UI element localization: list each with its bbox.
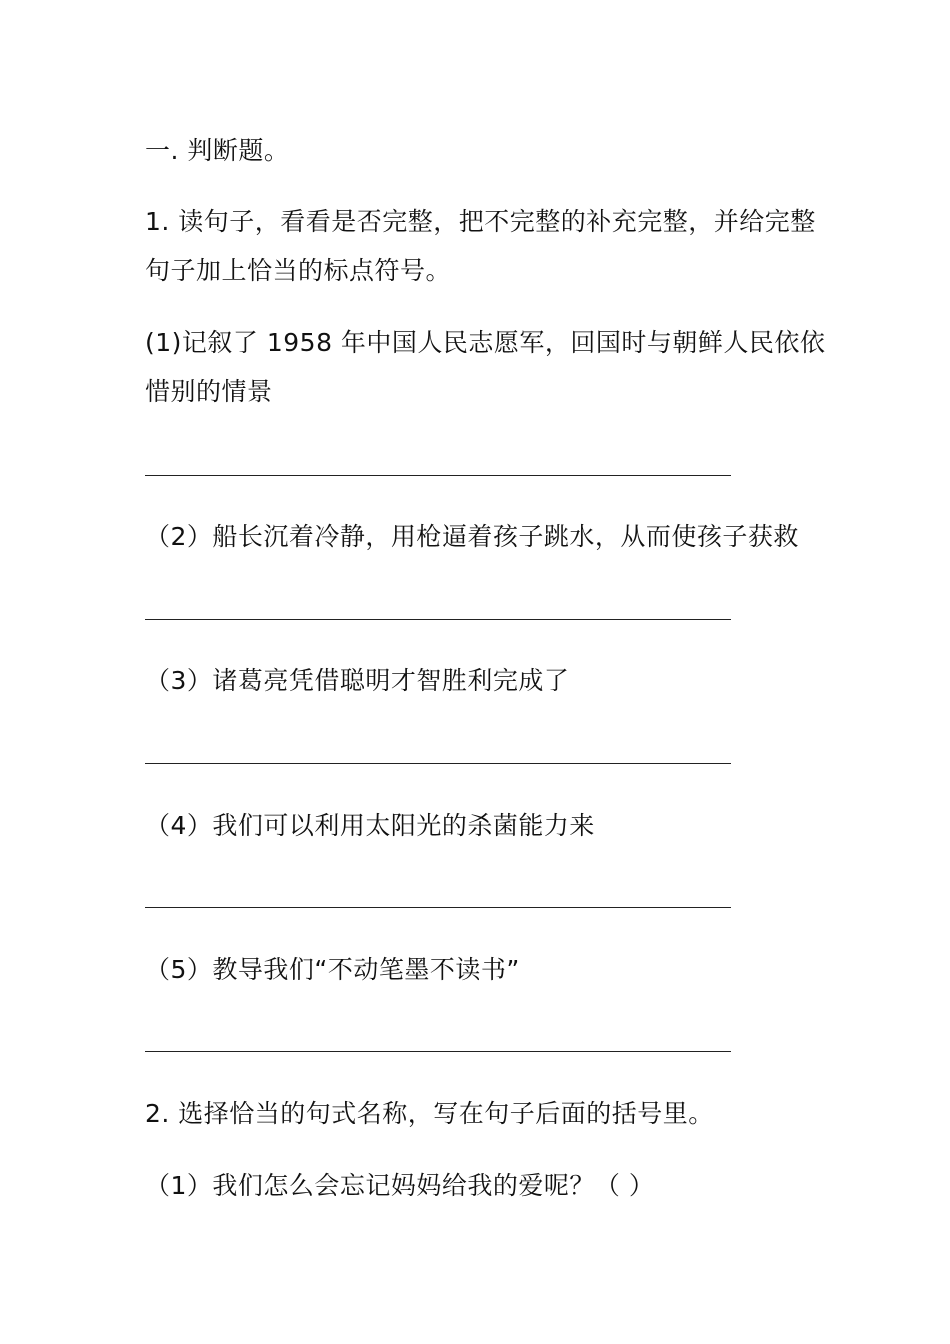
answer-blank-line[interactable]: [145, 619, 731, 620]
question-1-item-5: （5）教导我们“不动笔墨不读书”: [145, 955, 520, 984]
answer-blank-line[interactable]: [145, 907, 731, 908]
question-1-item-1-line-2: 惜别的情景: [145, 377, 273, 406]
question-1-item-2: （2）船长沉着冷静，用枪逼着孩子跳水，从而使孩子获救: [145, 522, 799, 551]
question-1-item-3: （3）诸葛亮凭借聪明才智胜利完成了: [145, 666, 570, 695]
question-1-prompt-line-2: 句子加上恰当的标点符号。: [145, 256, 452, 285]
question-1-prompt-line-1: 1. 读句子，看看是否完整，把不完整的补充完整，并给完整: [145, 207, 816, 236]
question-1-item-1-line-1: (1)记叙了 1958 年中国人民志愿军，回国时与朝鲜人民依依: [145, 328, 826, 357]
question-2-prompt: 2. 选择恰当的句式名称，写在句子后面的括号里。: [145, 1099, 714, 1128]
answer-blank-line[interactable]: [145, 475, 731, 476]
answer-blank-line[interactable]: [145, 1051, 731, 1052]
question-1-item-4: （4）我们可以利用太阳光的杀菌能力来: [145, 811, 595, 840]
question-2-item-1: （1）我们怎么会忘记妈妈给我的爱呢？（ ）: [145, 1171, 655, 1200]
section-heading: 一. 判断题。: [145, 136, 290, 165]
answer-blank-line[interactable]: [145, 763, 731, 764]
